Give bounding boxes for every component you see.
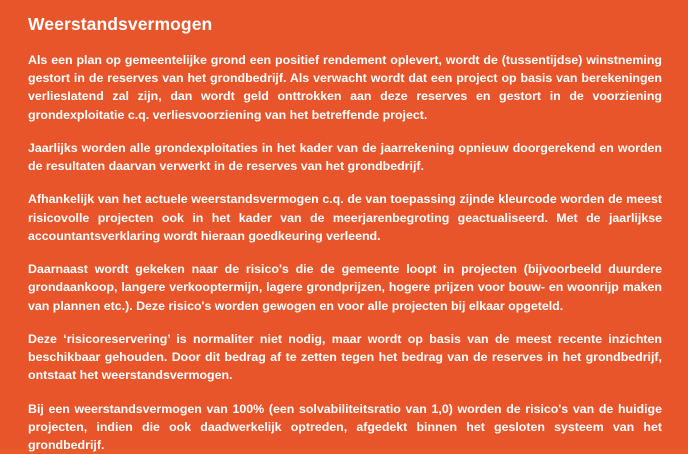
paragraph-6: Bij een weerstandsvermogen van 100% (een solvabiliteitsratio van 1,0) worden de risico's van de huidige projecten, indien die ook daadwerkelijk optreden, afgedekt binnen het gesloten systeem van het grondbedrijf. [28, 401, 662, 452]
paragraph-3: Afhankelijk van het actuele weerstandsvermogen c.q. de van toepassing zijnde kleurcode worden de meest risicovolle projecten ook in het kader van de meerjarenbegroting geactualiseerd. Met de jaarlijkse accountantsverklaring wordt hieraan goedkeuring verleend. [28, 192, 662, 243]
page-title: Weerstandsvermogen [28, 14, 213, 34]
paragraph-5: Deze ‘risicoreservering’ is normaliter niet nodig, maar wordt op basis van de meest recente inzichten beschikbaar gehouden. Door dit bedrag af te zetten tegen het bedrag van de reserves in het grondbedrijf, ontstaat het weerstandsvermogen. [28, 331, 662, 383]
paragraph-1: Als een plan op gemeentelijke grond een positief rendement oplevert, wordt de (tussentijdse) winstneming gestort in de reserves van het grondbedrijf. Als verwacht wordt dat een project op basis van berekeningen verliesIatend zal zijn, dan wordt geld onttrokken aan deze reserves en gestort in de voorziening grondexploitatie c.q. verliesvoorziening van het betreffende project. [28, 53, 662, 122]
paragraph-4: Daarnaast wordt gekeken naar de risico's die de gemeente loopt in projecten (bijvoorbeeld duurdere grondaankoop, langere verkooptermijn, lagere grondprijzen, hogere prijzen voor bouw- en woonrijp maken van plannen etc.). Deze risico's worden gewogen en voor alle projecten bij elkaar opgeteld. [28, 262, 662, 313]
paragraph-2: Jaarlijks worden alle grondexploitaties in het kader van de jaarrekening opnieuw doorgerekend en worden de resultaten daarvan verwerkt in de reserves van het grondbedrijf. [28, 140, 662, 174]
